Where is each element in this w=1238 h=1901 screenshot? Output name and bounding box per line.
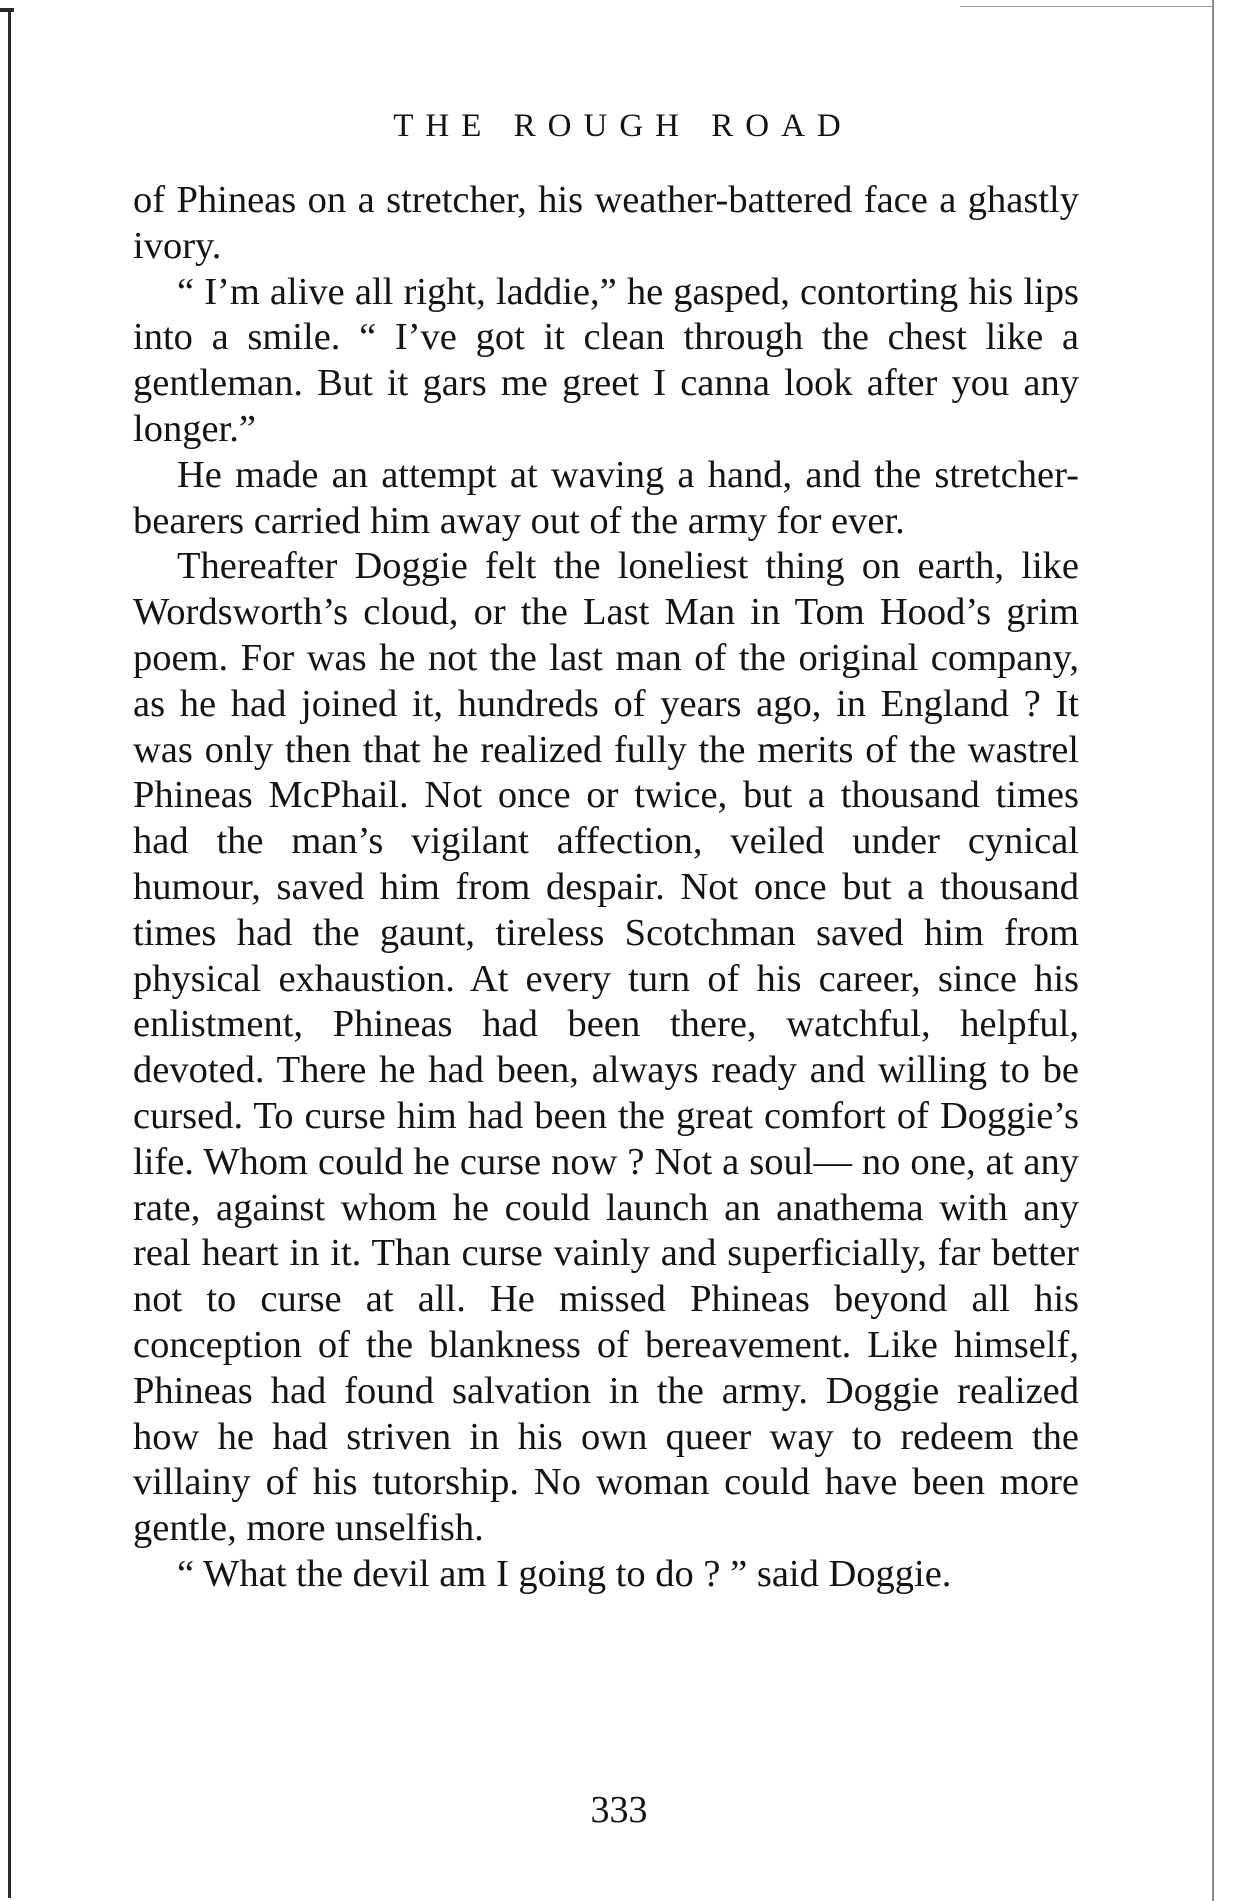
page-corner-mark [0, 8, 14, 12]
page-right-edge [1212, 0, 1214, 1901]
paragraph: He made an attempt at waving a hand, and the stretcher-bearers carried him away out of the army for ever. [133, 453, 1079, 542]
paragraph: “ I’m alive all right, laddie,” he gasped, contorting his lips into a smile. “ I’ve got it clean through the chest like a gentleman. But it gars me greet I canna look after you any longer.” [133, 270, 1079, 450]
paragraph: “ What the devil am I going to do ? ” said Doggie. [177, 1552, 952, 1595]
page-binding-edge [8, 8, 11, 1898]
page-top-edge [960, 6, 1214, 7]
page-number: 333 [590, 1789, 648, 1831]
paragraph-continued: of Phineas on a stretcher, his weather-battered face a ghastly ivory. [133, 179, 1079, 267]
paragraph: Thereafter Doggie felt the loneliest thing on earth, like Wordsworth’s cloud, or the Last Man in Tom Hood’s grim poem. For was he not the last man of the original company, as he had joined it, hundreds of years ago, in England ? It was only then that he realized fully the merits of the wastrel Phineas McPhail. Not once or twice, but a thousand times had the man’s vigilant affection, veiled under cynical humour, saved him from despair. Not once but a thousand times had the gaunt, tireless Scotchman saved him from physical exhaustion. At every turn of his career, since his enlistment, Phineas had been there, watchful, helpful, devoted. There he had been, always ready and willing to be cursed. To curse him had been the great comfort of Doggie’s life. Whom could he curse now ? Not a soul— no one, at any rate, against whom he could launch an anathema with any real heart in it. Than curse vainly and superficially, far better not to curse at all. He missed Phineas beyond all his conception of the blankness of bereavement. Like himself, Phineas had found salvation in the army. Doggie realized how he had striven in his own queer way to redeem the villainy of his tutorship. No woman could have been more gentle, more unselfish. [133, 545, 1079, 1550]
body-text [133, 178, 1079, 1598]
running-head: THE ROUGH ROAD [393, 108, 853, 144]
